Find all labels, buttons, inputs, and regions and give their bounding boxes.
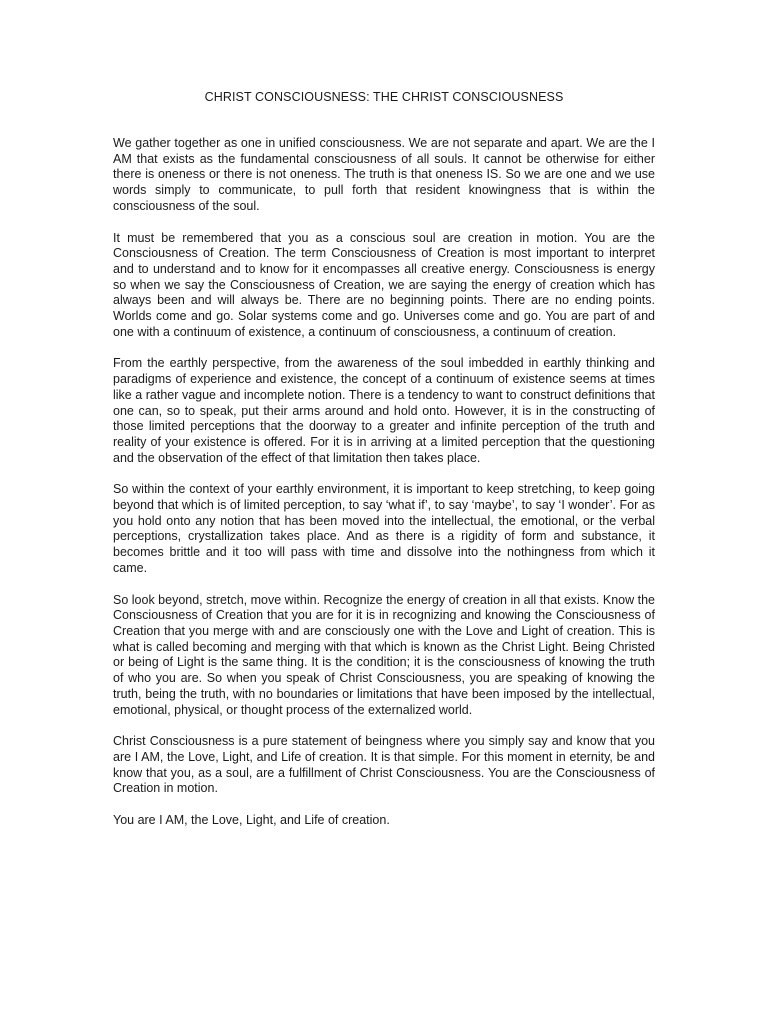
paragraph: So look beyond, stretch, move within. Recognize the energy of creation in all that exists. Know the Consciousness of Creation that you are for it is in recognizing and knowing the Consciousness of Creation that you merge with and are consciously one with the Love and Light of creation. This is what is called becoming and merging with that which is known as the Christ Light. Being Christed or being of Light is the same thing. It is the condition; it is the consciousness of knowing the truth of who you are. So when you speak of Christ Consciousness, you are speaking of knowing the truth, being the truth, with no boundaries or limitations that have been imposed by the intellectual, emotional, physical, or thought process of the externalized world.	[113, 592, 655, 717]
paragraph: From the earthly perspective, from the awareness of the soul imbedded in earthly thinking and paradigms of experience and existence, the concept of a continuum of existence seems at times like a rather vague and incomplete notion. There is a tendency to want to construct definitions that one can, so to speak, put their arms around and hold onto. However, it is in the constructing of those limited perceptions that the doorway to a greater and infinite perception of the truth and reality of your existence is offered. For it is in arriving at a limited perception that the questioning and the observation of the effect of that limitation then takes place.	[113, 356, 655, 465]
paragraph: It must be remembered that you as a conscious soul are creation in motion. You are the Consciousness of Creation. The term Consciousness of Creation is most important to interpret and to understand and to know for it encompasses all creative energy. Consciousness is energy so when we say the Consciousness of Creation, we are saying the energy of creation which has always been and will always be. There are no beginning points. There are no ending points. Worlds come and go. Solar systems come and go. Universes come and go. You are part of and one with a continuum of existence, a continuum of consciousness, a continuum of creation.	[113, 230, 655, 339]
page-title: CHRIST CONSCIOUSNESS: THE CHRIST CONSCIOUSNESS	[204, 90, 564, 104]
paragraph: Christ Consciousness is a pure statement of beingness where you simply say and know that you are I AM, the Love, Light, and Life of creation. It is that simple. For this moment in eternity, be and know that you, as a soul, are a fulfillment of Christ Consciousness. You are the Consciousness of Creation in motion.	[113, 734, 655, 796]
document-body	[113, 136, 655, 845]
paragraph: We gather together as one in unified consciousness. We are not separate and apart. We are the I AM that exists as the fundamental consciousness of all souls. It cannot be otherwise for either there is oneness or there is not oneness. The truth is that oneness IS. So we are one and we use words simply to communicate, to pull forth that resident knowingness that is within the consciousness of the soul.	[113, 136, 655, 213]
paragraph: You are I AM, the Love, Light, and Life of creation.	[113, 813, 390, 828]
paragraph: So within the context of your earthly environment, it is important to keep stretching, to keep going beyond that which is of limited perception, to say ‘what if’, to say ‘maybe’, to say ‘I wonder’. For as you hold onto any notion that has been moved into the intellectual, the emotional, or the verbal perceptions, crystallization takes place. And as there is a rigidity of form and substance, it becomes brittle and it too will pass with time and dissolve into the nothingness from which it came.	[113, 482, 655, 575]
